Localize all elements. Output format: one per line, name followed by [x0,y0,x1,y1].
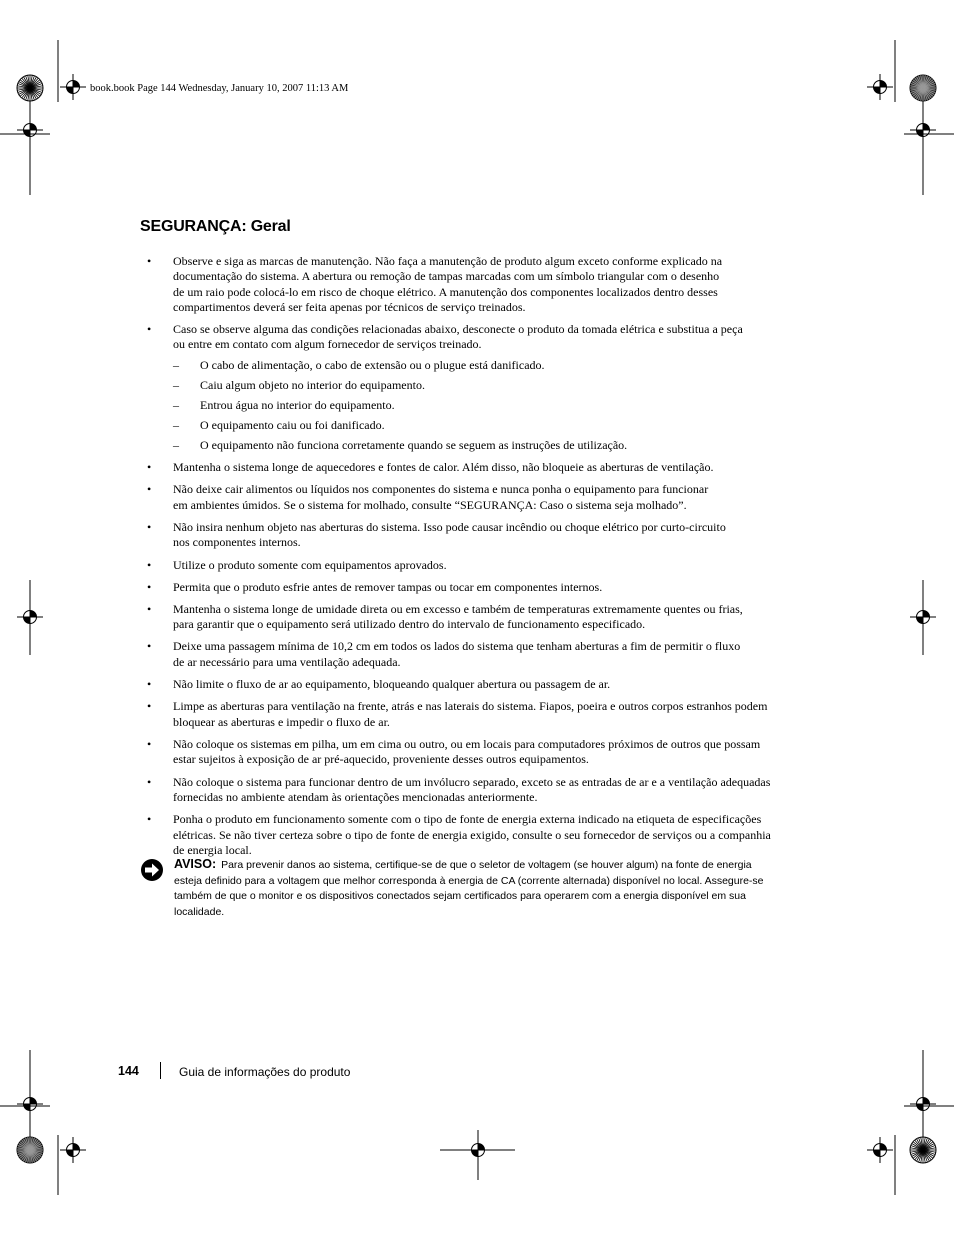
list-item [147,775,817,806]
list-item-line: Não limite o fluxo de ar ao equipamento, bloqueando qualquer abertura ou passagem de ar. [173,677,611,692]
bullet-marker: • [147,774,152,789]
section-title: SEGURANÇA: Geral [140,218,291,235]
list-item [147,677,817,693]
list-item-line: de ar necessário para uma ventilação adequada. [173,654,401,669]
page-number: 144 [118,1064,139,1078]
registration-crosshair [17,1091,43,1117]
list-item-line: bloquear as aberturas e impedir o fluxo de ar. [173,714,390,729]
registration-starburst [910,75,936,101]
list-item [147,460,817,476]
dash-marker: – [173,417,179,432]
sub-list-item [147,378,817,394]
registration-crosshair [910,604,936,630]
list-item-line: Limpe as aberturas para ventilação na frente, atrás e nas laterais do sistema. Fiapos, poeira e outros corpos estranhos podem [173,699,768,714]
sub-list-item-text: O cabo de alimentação, o cabo de extensão ou o plugue está danificado. [200,357,545,372]
bullet-marker: • [147,253,152,268]
registration-crosshair [60,1137,86,1163]
footer-divider [160,1062,161,1079]
list-item-line: Mantenha o sistema longe de aquecedores e fontes de calor. Além disso, não bloqueie as aberturas de ventilação. [173,460,714,475]
list-item-line: ou entre em contato com algum fornecedor de serviços treinado. [173,337,482,352]
list-item-line: Permita que o produto esfrie antes de remover tampas ou tocar em componentes internos. [173,579,603,594]
bullet-marker: • [147,321,152,336]
list-item-line: Caso se observe alguma das condições relacionadas abaixo, desconecte o produto da tomada elétrica e substitua a peça [173,321,743,336]
bullet-marker: • [147,460,152,475]
list-item [147,639,817,670]
registration-crosshair [17,604,43,630]
registration-crosshair [867,1137,893,1163]
bullet-marker: • [147,736,152,751]
sub-list-item [147,418,817,434]
bullet-marker: • [147,557,152,572]
notice-arrow-icon [140,858,164,882]
list-item [147,699,817,730]
list-item-line: Não insira nenhum objeto nas aberturas do sistema. Isso pode causar incêndio ou choque elétrico por curto-circuito [173,519,726,534]
list-item-line: Deixe uma passagem mínima de 10,2 cm em todos os lados do sistema que tenham aberturas a fim de permitir o fluxo [173,639,741,654]
list-item-line: fornecidas no ambiente atendam às orientações mencionadas anteriormente. [173,790,538,805]
sub-list-item [147,358,817,374]
list-item-line: de energia local. [173,843,252,858]
list-item [147,322,817,353]
list-item-line: Ponha o produto em funcionamento somente com o tipo de fonte de energia externa indicado na etiqueta de especificações [173,812,762,827]
bullet-marker: • [147,579,152,594]
print-header-info: book.book Page 144 Wednesday, January 10, 2007 11:13 AM [90,83,349,94]
list-item-line: Não coloque o sistema para funcionar dentro de um invólucro separado, exceto se as entradas de ar e a ventilação adequadas [173,774,771,789]
safety-list [147,247,817,859]
bullet-marker: • [147,699,152,714]
notice-line: esteja definido para a voltagem que melhor corresponda à energia de CA (corrente alternada) disponível no local. Assegure-se [174,874,764,887]
registration-crosshair [465,1137,491,1163]
notice-text [174,857,814,920]
registration-starburst [910,1137,936,1163]
bullet-marker: • [147,677,152,692]
list-item-line: para garantir que o equipamento será utilizado dentro do intervalo de funcionamento especificado. [173,617,646,632]
sub-list-item-text: Caiu algum objeto no interior do equipamento. [200,377,425,392]
registration-crosshair [867,74,893,100]
list-item-line: Não deixe cair alimentos ou líquidos nos componentes do sistema e nunca ponha o equipamento para funcionar [173,482,709,497]
list-item-line: estar sujeitos à exposição de ar pré-aquecido, proveniente desses outros equipamentos. [173,752,589,767]
list-item-line: nos componentes internos. [173,535,301,550]
list-item [147,482,817,513]
registration-crosshair [60,74,86,100]
notice-label: AVISO: [174,857,217,871]
sub-list-item [147,438,817,454]
guide-title: Guia de informações do produto [179,1065,351,1079]
list-item-line: Utilize o produto somente com equipamentos aprovados. [173,557,447,572]
registration-crosshair [910,1091,936,1117]
sub-list-item-text: O equipamento caiu ou foi danificado. [200,417,385,432]
notice-line: localidade. [174,905,225,918]
notice-line: Para prevenir danos ao sistema, certifique-se de que o seletor de voltagem (se houver algum) na fonte de energia [221,859,752,871]
registration-crosshair [17,117,43,143]
sub-list-item-text: O equipamento não funciona corretamente quando se seguem as instruções de utilização. [200,437,628,452]
list-item-line: de um raio pode colocá-lo em risco de choque elétrico. A manutenção dos componentes localizados dentro desses [173,284,718,299]
list-item-line: elétricas. Se não tiver certeza sobre o tipo de fonte de energia exigido, consulte o seu fornecedor de serviços ou a companhia [173,827,771,842]
dash-marker: – [173,437,179,452]
list-item [147,520,817,551]
bullet-marker: • [147,639,152,654]
registration-starburst [17,1137,43,1163]
dash-marker: – [173,377,179,392]
registration-starburst [17,75,43,101]
list-item-line: Mantenha o sistema longe de umidade direta ou em excesso e também de temperaturas extremamente quentes ou frias, [173,601,743,616]
registration-crosshair [910,117,936,143]
list-item [147,558,817,574]
sub-list-item-text: Entrou água no interior do equipamento. [200,397,395,412]
sub-list-item [147,398,817,414]
list-item [147,812,817,859]
list-item-line: documentação do sistema. A abertura ou remoção de tampas marcadas com um símbolo triangular com o desenho [173,269,720,284]
list-item-line: Não coloque os sistemas em pilha, um em cima ou outro, ou em locais para computadores próximos de outros que possam [173,736,761,751]
list-item [147,580,817,596]
list-item-line: compartimentos deverá ser feita apenas por técnicos de serviço treinados. [173,300,526,315]
list-item [147,737,817,768]
bullet-marker: • [147,519,152,534]
list-item [147,254,817,316]
dash-marker: – [173,397,179,412]
bullet-marker: • [147,482,152,497]
list-item-line: Observe e siga as marcas de manutenção. Não faça a manutenção de produto algum exceto conforme explicado na [173,253,723,268]
bullet-marker: • [147,601,152,616]
bullet-marker: • [147,812,152,827]
notice-line: também de que o monitor e os dispositivos conectados sejam certificados para operarem com a energia disponível em sua [174,890,746,903]
list-item [147,602,817,633]
list-item-line: em ambientes úmidos. Se o sistema for molhado, consulte “SEGURANÇA: Caso o sistema seja molhado”. [173,497,687,512]
dash-marker: – [173,357,179,372]
